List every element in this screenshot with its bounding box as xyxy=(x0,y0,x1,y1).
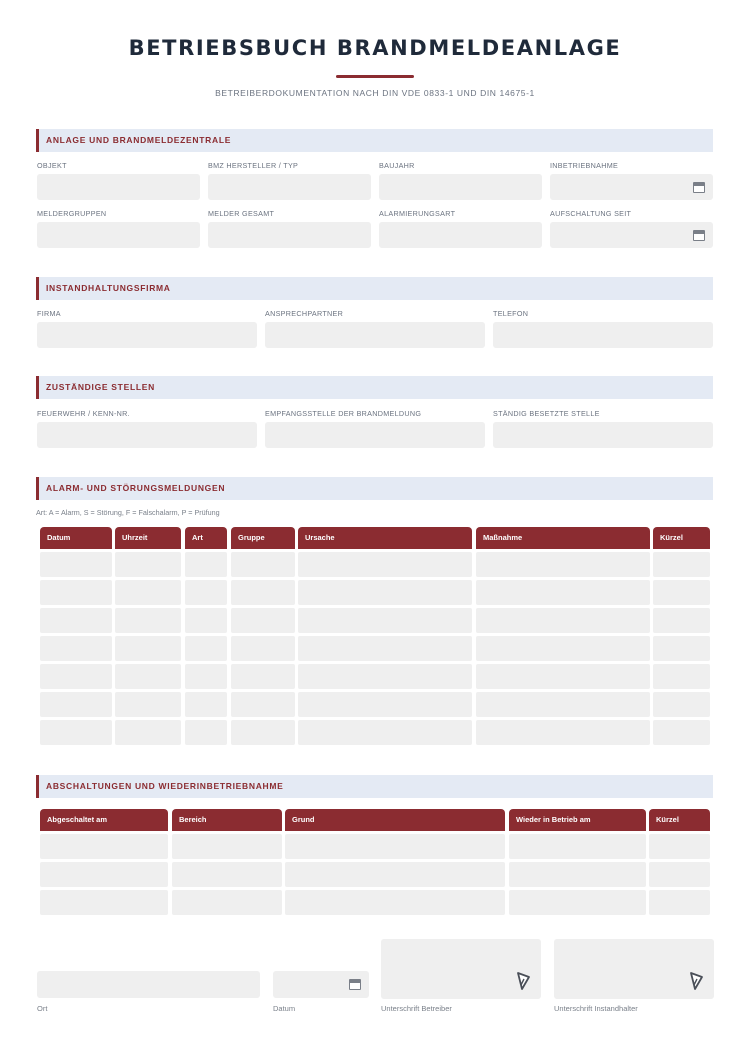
bmz-typ-field[interactable] xyxy=(208,174,371,200)
section-title: ZUSTÄNDIGE STELLEN xyxy=(46,382,155,392)
calendar-icon[interactable] xyxy=(349,979,361,990)
aufschaltung-field[interactable] xyxy=(550,222,713,248)
table-cell[interactable] xyxy=(115,552,181,577)
table-cell[interactable] xyxy=(653,552,710,577)
besetzte-stelle-field[interactable] xyxy=(493,422,713,448)
table-cell[interactable] xyxy=(185,720,227,745)
objekt-field[interactable] xyxy=(37,174,200,200)
table-cell[interactable] xyxy=(476,636,650,661)
table-cell[interactable] xyxy=(653,636,710,661)
label-melder-gesamt: MELDER GESAMT xyxy=(208,209,275,218)
table-cell[interactable] xyxy=(40,664,112,689)
label-feuerwehr: FEUERWEHR / KENN-NR. xyxy=(37,409,130,418)
signature-instandhalter-label: Unterschrift Instandhalter xyxy=(554,1004,638,1013)
column-header-label: Grund xyxy=(292,815,315,824)
label-aufschaltung: AUFSCHALTUNG SEIT xyxy=(550,209,632,218)
alarmierungsart-field[interactable] xyxy=(379,222,542,248)
page-subtitle: BETREIBERDOKUMENTATION NACH DIN VDE 0833-1 UND DIN 14675-1 xyxy=(215,88,535,98)
table-cell[interactable] xyxy=(298,552,472,577)
signature-betreiber-field[interactable] xyxy=(381,939,541,999)
column-header-label: Kürzel xyxy=(656,815,679,824)
table-cell[interactable] xyxy=(509,862,646,887)
table-cell[interactable] xyxy=(476,608,650,633)
table-cell[interactable] xyxy=(476,720,650,745)
table-cell[interactable] xyxy=(172,862,282,887)
table-cell[interactable] xyxy=(185,636,227,661)
section-title: ANLAGE UND BRANDMELDEZENTRALE xyxy=(46,135,232,145)
column-header xyxy=(649,809,710,831)
section-header-meldungen xyxy=(36,477,713,500)
column-header xyxy=(509,809,646,831)
page-title: BETRIEBSBUCH BRANDMELDEANLAGE xyxy=(128,36,622,60)
table-cell[interactable] xyxy=(40,580,112,605)
calendar-icon[interactable] xyxy=(693,230,705,241)
pen-icon xyxy=(688,971,704,991)
table-cell[interactable] xyxy=(40,720,112,745)
column-header-label: Bereich xyxy=(179,815,207,824)
table-cell[interactable] xyxy=(653,608,710,633)
column-header xyxy=(172,809,282,831)
ansprechpartner-field[interactable] xyxy=(265,322,485,348)
table-cell[interactable] xyxy=(115,720,181,745)
inbetriebnahme-field[interactable] xyxy=(550,174,713,200)
table-cell[interactable] xyxy=(649,834,710,859)
column-header-label: Wieder in Betrieb am xyxy=(516,815,591,824)
column-header-label: Datum xyxy=(47,533,71,542)
column-header xyxy=(653,527,710,549)
table-cell[interactable] xyxy=(653,664,710,689)
table-cell[interactable] xyxy=(476,580,650,605)
empfangsstelle-field[interactable] xyxy=(265,422,485,448)
ort-label: Ort xyxy=(37,1004,48,1013)
melder-gesamt-field[interactable] xyxy=(208,222,371,248)
table-cell[interactable] xyxy=(115,664,181,689)
column-header xyxy=(285,809,505,831)
column-header xyxy=(298,527,472,549)
section-header-firma xyxy=(36,277,713,300)
section-header-anlage xyxy=(36,129,713,152)
label-empfangsstelle: EMPFANGSSTELLE DER BRANDMELDUNG xyxy=(265,409,422,418)
column-header-label: Maßnahme xyxy=(483,533,523,542)
table-cell[interactable] xyxy=(40,834,168,859)
label-baujahr: BAUJAHR xyxy=(379,161,415,170)
table-cell[interactable] xyxy=(115,608,181,633)
table-cell[interactable] xyxy=(476,692,650,717)
column-header-label: Abgeschaltet am xyxy=(47,815,108,824)
table-cell[interactable] xyxy=(653,692,710,717)
datum-field[interactable] xyxy=(273,971,369,998)
table-cell[interactable] xyxy=(653,720,710,745)
table-cell[interactable] xyxy=(185,552,227,577)
section-title: ALARM- UND STÖRUNGSMELDUNGEN xyxy=(46,483,226,493)
table-cell[interactable] xyxy=(285,890,505,915)
table-cell[interactable] xyxy=(231,580,295,605)
table-cell[interactable] xyxy=(172,834,282,859)
column-header xyxy=(115,527,181,549)
title-underline xyxy=(336,75,414,78)
column-header xyxy=(40,809,168,831)
label-telefon: TELEFON xyxy=(493,309,529,318)
column-header-label: Ursache xyxy=(305,533,335,542)
column-header xyxy=(40,527,112,549)
table-cell[interactable] xyxy=(285,834,505,859)
table-cell[interactable] xyxy=(509,890,646,915)
table-cell[interactable] xyxy=(40,636,112,661)
label-inbetriebnahme: INBETRIEBNAHME xyxy=(550,161,619,170)
telefon-field[interactable] xyxy=(493,322,713,348)
section-title: INSTANDHALTUNGSFIRMA xyxy=(46,283,171,293)
table-cell[interactable] xyxy=(476,552,650,577)
signature-instandhalter-field[interactable] xyxy=(554,939,714,999)
table-cell[interactable] xyxy=(476,664,650,689)
table-cell[interactable] xyxy=(40,890,168,915)
label-firma: FIRMA xyxy=(37,309,61,318)
table-cell[interactable] xyxy=(40,552,112,577)
table-cell[interactable] xyxy=(172,890,282,915)
table-cell[interactable] xyxy=(298,580,472,605)
label-alarmierungsart: ALARMIERUNGSART xyxy=(379,209,456,218)
table-cell[interactable] xyxy=(231,552,295,577)
calendar-icon[interactable] xyxy=(693,182,705,193)
table-cell[interactable] xyxy=(40,608,112,633)
column-header xyxy=(185,527,227,549)
table-cell[interactable] xyxy=(298,692,472,717)
table-cell[interactable] xyxy=(115,636,181,661)
ort-field[interactable] xyxy=(37,971,260,998)
table-cell[interactable] xyxy=(115,692,181,717)
signature-betreiber-label: Unterschrift Betreiber xyxy=(381,1004,452,1013)
table-cell[interactable] xyxy=(115,580,181,605)
table-cell[interactable] xyxy=(185,608,227,633)
table-cell[interactable] xyxy=(649,862,710,887)
meldergruppen-field[interactable] xyxy=(37,222,200,248)
table-cell[interactable] xyxy=(509,834,646,859)
table-cell[interactable] xyxy=(231,720,295,745)
label-objekt: OBJEKT xyxy=(37,161,67,170)
column-header xyxy=(231,527,295,549)
label-ansprechpartner: ANSPRECHPARTNER xyxy=(265,309,344,318)
table-cell[interactable] xyxy=(653,580,710,605)
table-cell[interactable] xyxy=(231,664,295,689)
datum-label: Datum xyxy=(273,1004,296,1013)
table-cell[interactable] xyxy=(298,636,472,661)
section-header-stellen xyxy=(36,376,713,399)
table-cell[interactable] xyxy=(298,720,472,745)
table-cell[interactable] xyxy=(185,692,227,717)
section-header-abschaltungen xyxy=(36,775,713,798)
column-header-label: Kürzel xyxy=(660,533,683,542)
table-cell[interactable] xyxy=(231,636,295,661)
table-cell[interactable] xyxy=(298,608,472,633)
column-header-label: Gruppe xyxy=(238,533,265,542)
column-header xyxy=(476,527,650,549)
table-cell[interactable] xyxy=(40,692,112,717)
table-cell[interactable] xyxy=(185,580,227,605)
table-cell[interactable] xyxy=(40,862,168,887)
feuerwehr-field[interactable] xyxy=(37,422,257,448)
art-legend-note: Art: A = Alarm, S = Störung, F = Falschalarm, P = Prüfung xyxy=(36,508,220,517)
pen-icon xyxy=(515,971,531,991)
table-cell[interactable] xyxy=(298,664,472,689)
column-header-label: Art xyxy=(192,533,203,542)
table-cell[interactable] xyxy=(231,692,295,717)
table-cell[interactable] xyxy=(185,664,227,689)
table-cell[interactable] xyxy=(649,890,710,915)
label-meldergruppen: MELDERGRUPPEN xyxy=(37,209,107,218)
baujahr-field[interactable] xyxy=(379,174,542,200)
label-besetzte-stelle: STÄNDIG BESETZTE STELLE xyxy=(493,409,600,418)
section-title: ABSCHALTUNGEN UND WIEDERINBETRIEBNAHME xyxy=(46,781,284,791)
firma-field[interactable] xyxy=(37,322,257,348)
label-bmz-typ: BMZ HERSTELLER / TYP xyxy=(208,161,299,170)
column-header-label: Uhrzeit xyxy=(122,533,148,542)
table-cell[interactable] xyxy=(231,608,295,633)
table-cell[interactable] xyxy=(285,862,505,887)
